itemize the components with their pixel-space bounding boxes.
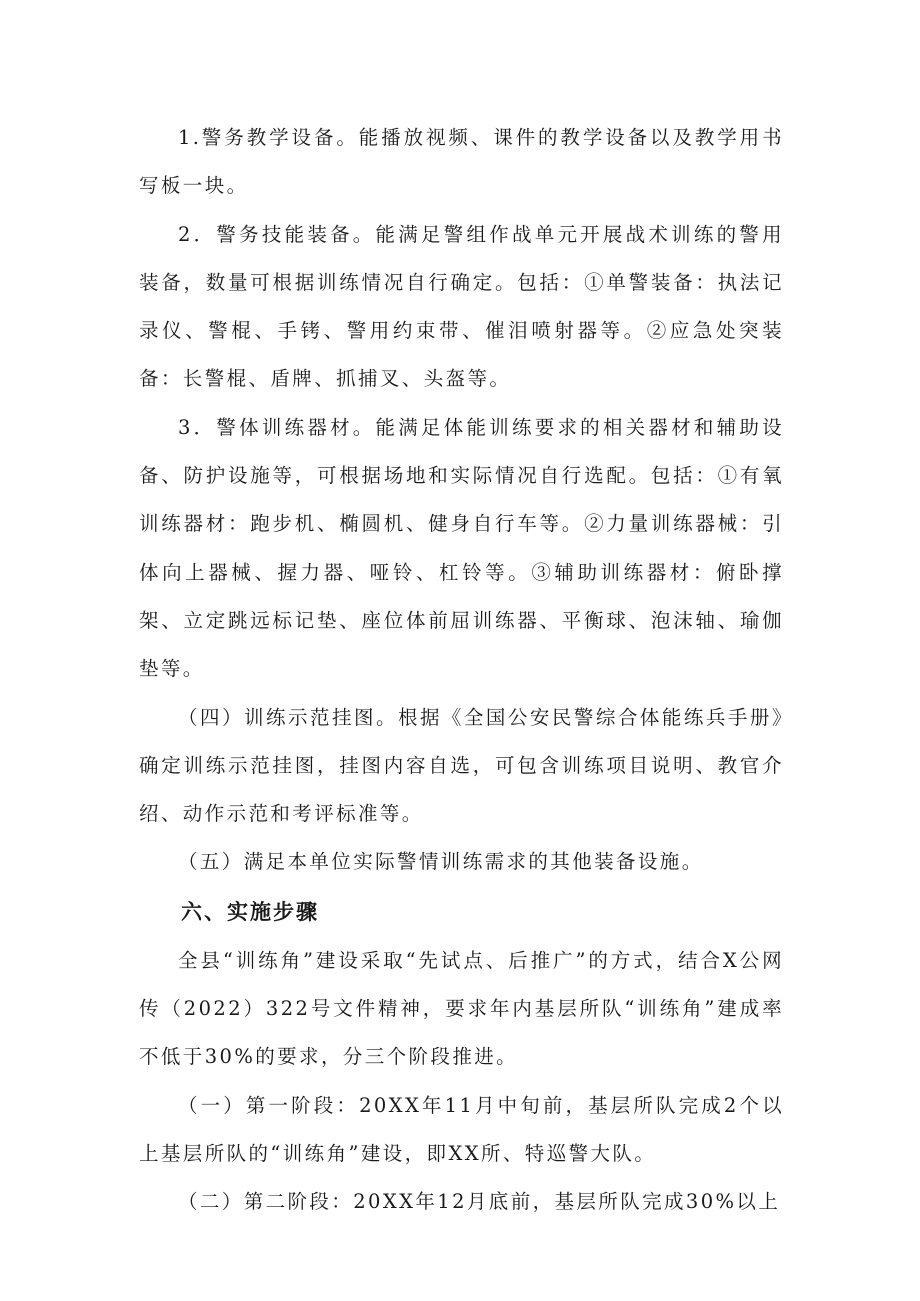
paragraph-phase-one: （一）第一阶段：20XX年11月中旬前，基层所队完成2个以上基层所队的“训练角”建设，即XX所、特巡警大队。 — [139, 1093, 784, 1165]
document-body — [139, 114, 784, 1227]
paragraph-teaching-equipment: 1.警务教学设备。能播放视频、课件的教学设备以及教学用书写板一块。 — [139, 126, 784, 198]
paragraph-demo-charts: （四）训练示范挂图。根据《全国公安民警综合体能练兵手册》确定训练示范挂图，挂图内容自选，可包含训练项目说明、教官介绍、动作示范和考评标准等。 — [139, 705, 784, 826]
section-heading: 六、实施步骤 — [181, 899, 319, 924]
paragraph-phase-two: （二）第二阶段：20XX年12月底前，基层所队完成30%以上 — [178, 1190, 781, 1214]
paragraph-training-apparatus: 3．警体训练器材。能满足体能训练要求的相关器材和辅助设备、防护设施等，可根据场地和实际情况自行选配。包括：①有氧训练器材：跑步机、椭圆机、健身自行车等。②力量训练器械：引体向上器械、握力器、哑铃、杠铃等。③辅助训练器材：俯卧撑架、立定跳远标记垫、座位体前屈训练器、平衡球、泡沫轴、瑜伽垫等。 — [139, 415, 784, 681]
paragraph-implementation-intro: 全县“训练角”建设采取“先试点、后推广”的方式，结合X公网传（2022）322号文件精神，要求年内基层所队“训练角”建成率不低于30%的要求，分三个阶段推进。 — [139, 948, 784, 1069]
paragraph-skill-equipment: 2．警务技能装备。能满足警组作战单元开展战术训练的警用装备，数量可根据训练情况自行确定。包括：①单警装备：执法记录仪、警棍、手铐、警用约束带、催泪喷射器等。②应急处突装备：长警棍、盾牌、抓捕叉、头盔等。 — [139, 222, 784, 391]
paragraph-other-facilities: （五）满足本单位实际警情训练需求的其他装备设施。 — [178, 850, 704, 874]
